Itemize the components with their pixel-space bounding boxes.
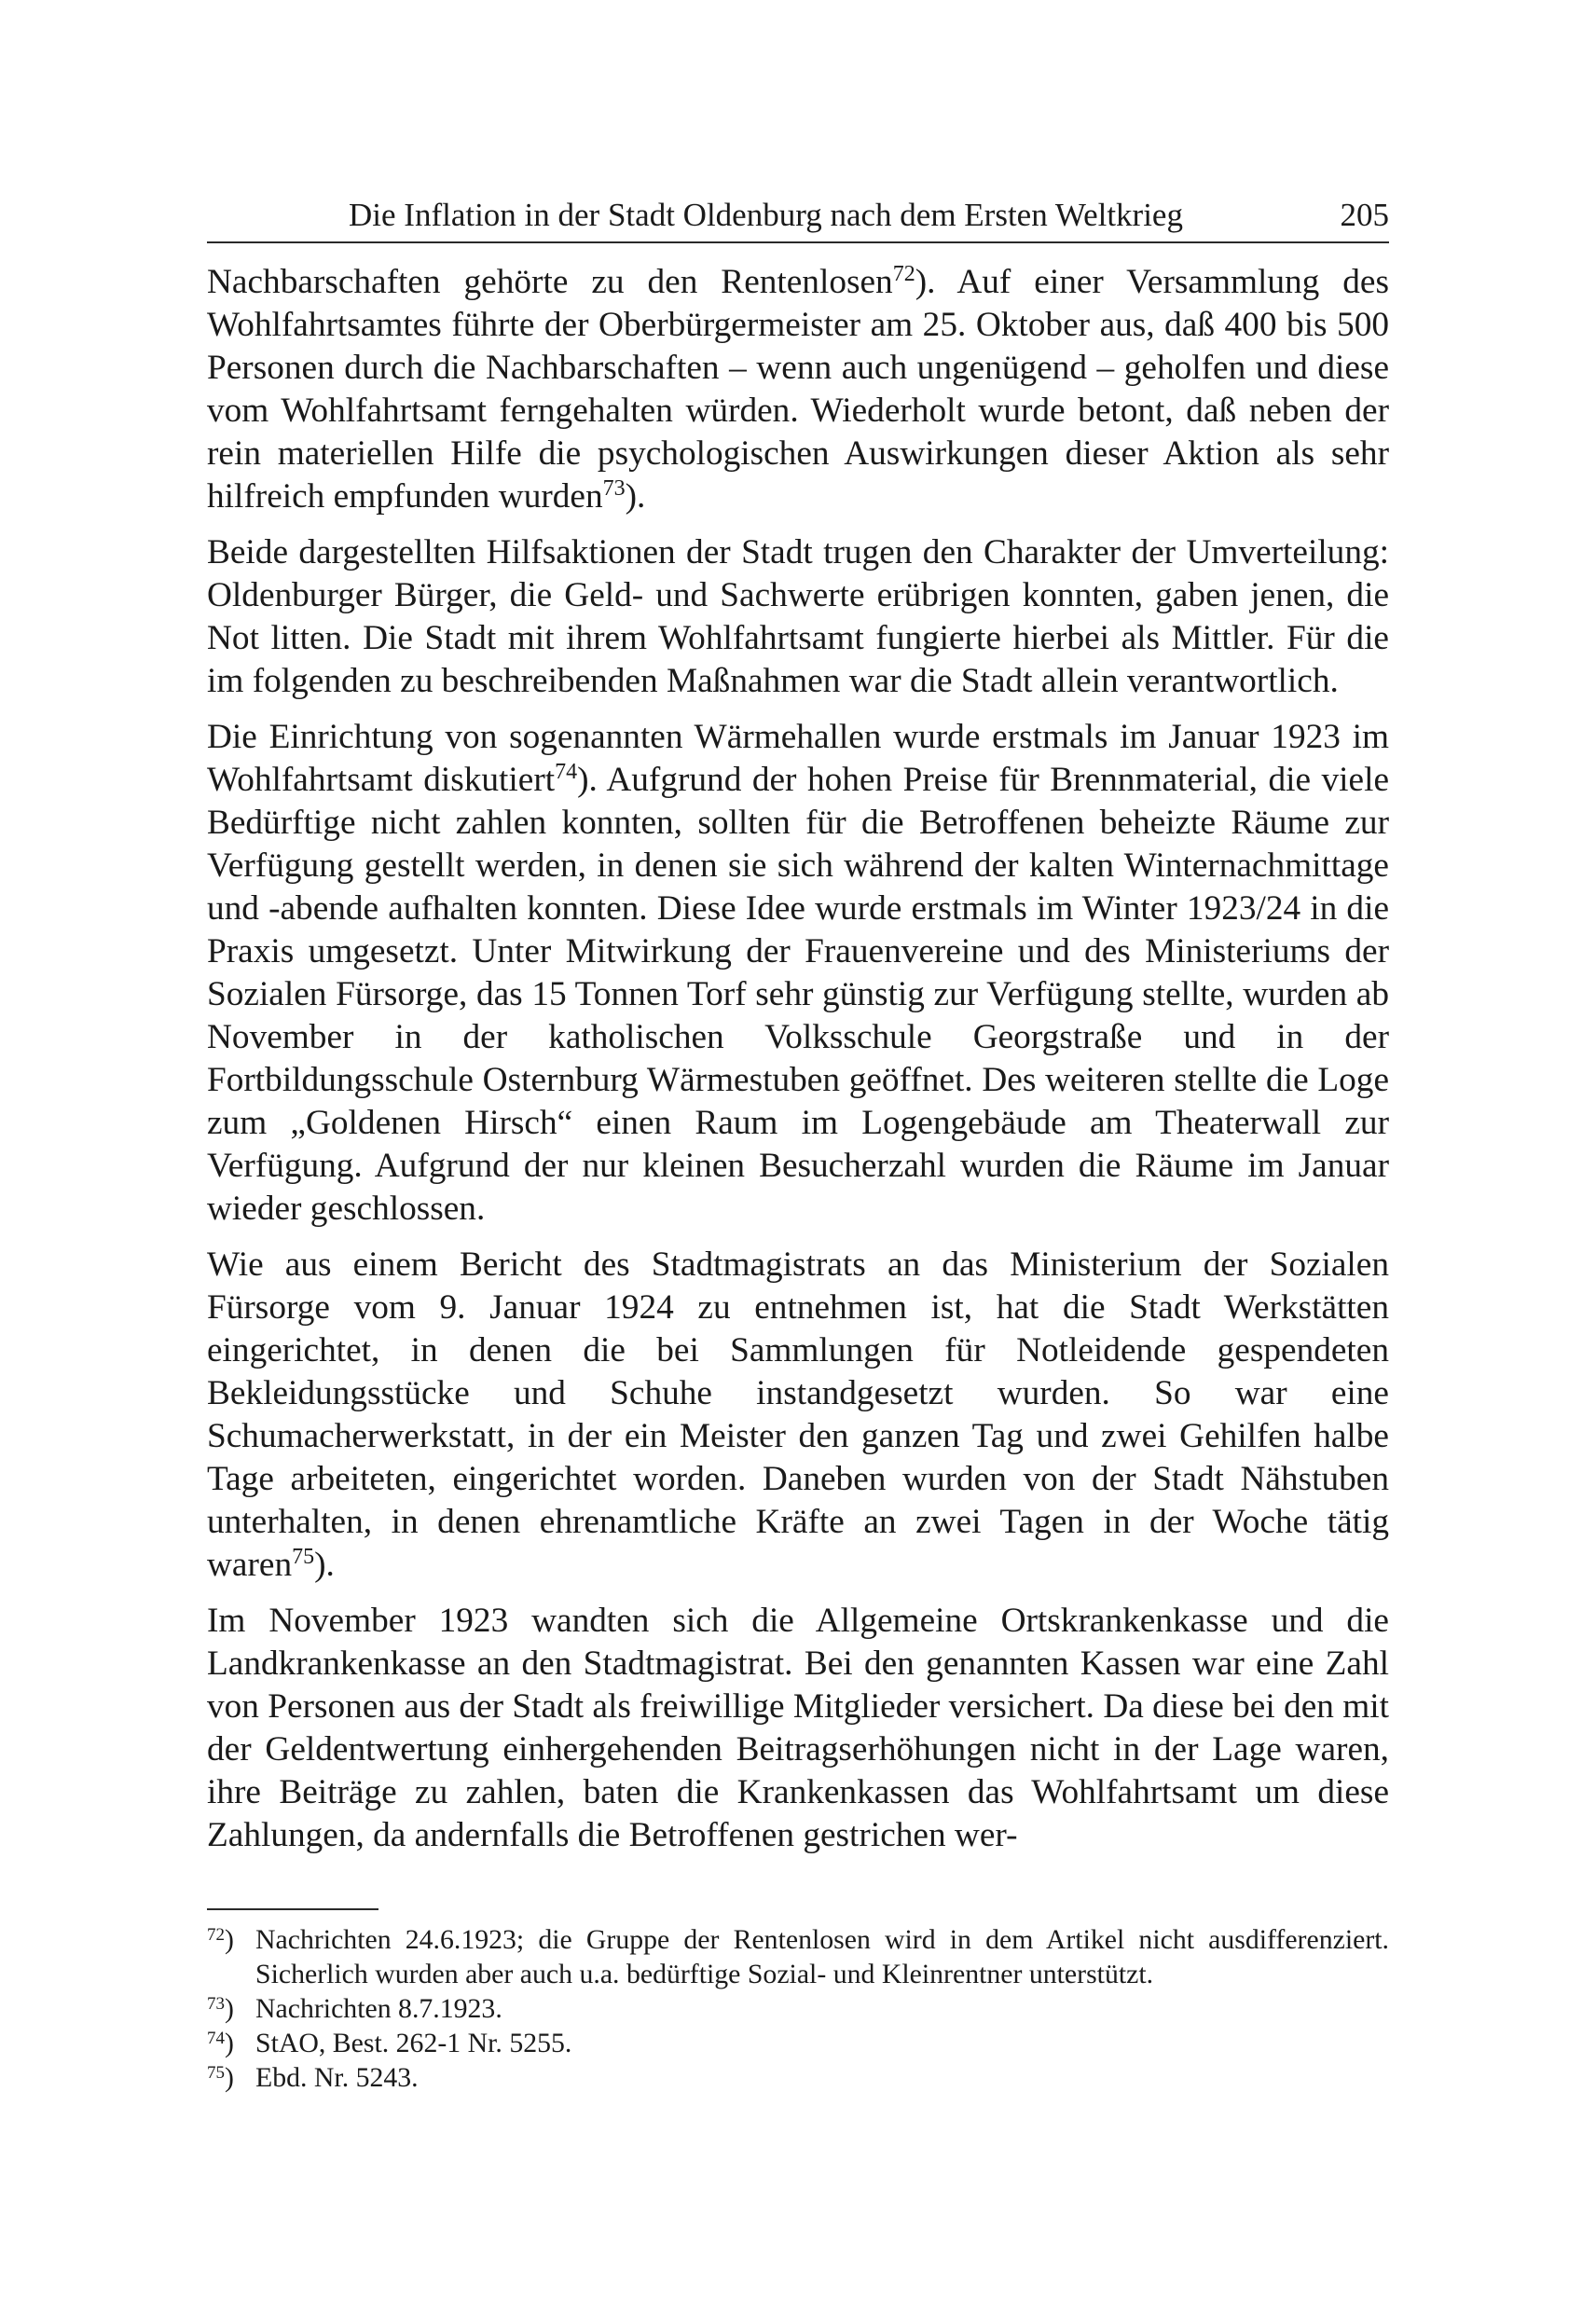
header-rule — [207, 241, 1389, 243]
book-page — [207, 0, 1389, 2312]
footnote-text: Nachrichten 24.6.1923; die Gruppe der Rentenlosen wird in dem Artikel nicht ausdifferenziert. Sicherlich wurden aber auch u.a. bedürftige Sozial- und Kleinrentner unterstützt. — [255, 1924, 1389, 1989]
page-number: 205 — [1340, 197, 1389, 233]
footnote-text: StAO, Best. 262-1 Nr. 5255. — [255, 2028, 572, 2058]
paragraph: Die Einrichtung von sogenannten Wärmehallen wurde erstmals im Januar 1923 im Wohlfahrtsamt diskutiert$^{74}$). Aufgrund der hohen Preise für Brennmaterial, die viele Bedürftige nicht zahlen konnten, sollten für die Betroffenen beheizte Räume zur Verfügung gestellt werden, in denen sie sich während der kalten Winternachmittage und -abende aufhalten konnten. Diese Idee wurde erstmals im Winter 1923/24 in die Praxis umgesetzt. Unter Mitwirkung der Frauenvereine und des Ministeriums der Sozialen Fürsorge, das 15 Tonnen Torf sehr günstig zur Verfügung stellte, wurden ab November in der katholischen Volksschule Georgstraße und in der Fortbildungsschule Osternburg Wärmestuben geöffnet. Des weiteren stellte die Loge zum „Goldenen Hirsch“ einen Raum im Logengebäude am Theaterwall zur Verfügung. Aufgrund der nur kleinen Besucherzahl wurden die Räume im Januar wieder geschlossen. — [207, 718, 1389, 1228]
footnote-number: $^{73}$) — [207, 1993, 234, 2024]
footnote-rule — [207, 1908, 378, 1910]
paragraph: Nachbarschaften gehörte zu den Rentenlosen$^{72}$). Auf einer Versammlung des Wohlfahrtsamtes führte der Oberbürgermeister am 25. Oktober aus, daß 400 bis 500 Personen durch die Nachbarschaften – wenn auch ungenügend – geholfen und diese vom Wohlfahrtsamt ferngehalten würden. Wiederholt wurde betont, daß neben der rein materiellen Hilfe die psychologischen Auswirkungen dieser Aktion als sehr hilfreich empfunden wurden$^{73}$). — [207, 262, 1389, 516]
footnote — [207, 1991, 1389, 2026]
footnote-number: $^{75}$) — [207, 2062, 234, 2093]
footnote — [207, 1922, 1389, 1991]
footnote-number: $^{74}$) — [207, 2028, 234, 2058]
footnote-text: Nachrichten 8.7.1923. — [255, 1993, 502, 2024]
paragraph: Im November 1923 wandten sich die Allgemeine Ortskrankenkasse und die Landkrankenkasse an den Stadtmagistrat. Bei den genannten Kassen war eine Zahl von Personen aus der Stadt als freiwillige Mitglieder versichert. Da diese bei den mit der Geldentwertung einhergehenden Beitragserhöhungen nicht in der Lage waren, ihre Beiträge zu zahlen, baten die Krankenkassen das Wohlfahrtsamt um diese Zahlungen, da andernfalls die Betroffenen gestrichen wer- — [207, 1602, 1389, 1854]
body-text — [207, 261, 1389, 1870]
paragraph: Beide dargestellten Hilfsaktionen der Stadt trugen den Charakter der Umverteilung: Oldenburger Bürger, die Geld- und Sachwerte erübrigen konnten, gaben jenen, die Not litten. Die Stadt mit ihrem Wohlfahrtsamt fungierte hierbei als Mittler. Für die im folgenden zu beschreibenden Maßnahmen war die Stadt allein verantwortlich. — [207, 533, 1389, 700]
footnote — [207, 2026, 1389, 2060]
running-title: Die Inflation in der Stadt Oldenburg nach dem Ersten Weltkrieg — [349, 197, 1183, 233]
footnote-ref: 74 — [555, 760, 578, 784]
footnote-ref: 75 — [292, 1545, 315, 1569]
footnote — [207, 2060, 1389, 2095]
footnote-ref: 72 — [892, 262, 915, 286]
footnote-number: $^{72}$) — [207, 1924, 234, 1955]
paragraph: Wie aus einem Bericht des Stadtmagistrats an das Ministerium der Sozialen Fürsorge vom 9. Januar 1924 zu entnehmen ist, hat die Stadt Werkstätten eingerichtet, in denen die bei Sammlungen für Notleidende gespendeten Bekleidungsstücke und Schuhe instandgesetzt wurden. So war eine Schumacherwerkstatt, in der ein Meister den ganzen Tag und zwei Gehilfen halbe Tage arbeiteten, eingerichtet worden. Daneben wurden von der Stadt Nähstuben unterhalten, in denen ehrenamtliche Kräfte an zwei Tagen in der Woche tätig waren$^{75}$). — [207, 1245, 1389, 1584]
footnote-ref: 73 — [602, 476, 626, 501]
running-head — [207, 193, 1389, 238]
footnotes — [207, 1922, 1389, 2095]
footnote-text: Ebd. Nr. 5243. — [255, 2062, 419, 2093]
